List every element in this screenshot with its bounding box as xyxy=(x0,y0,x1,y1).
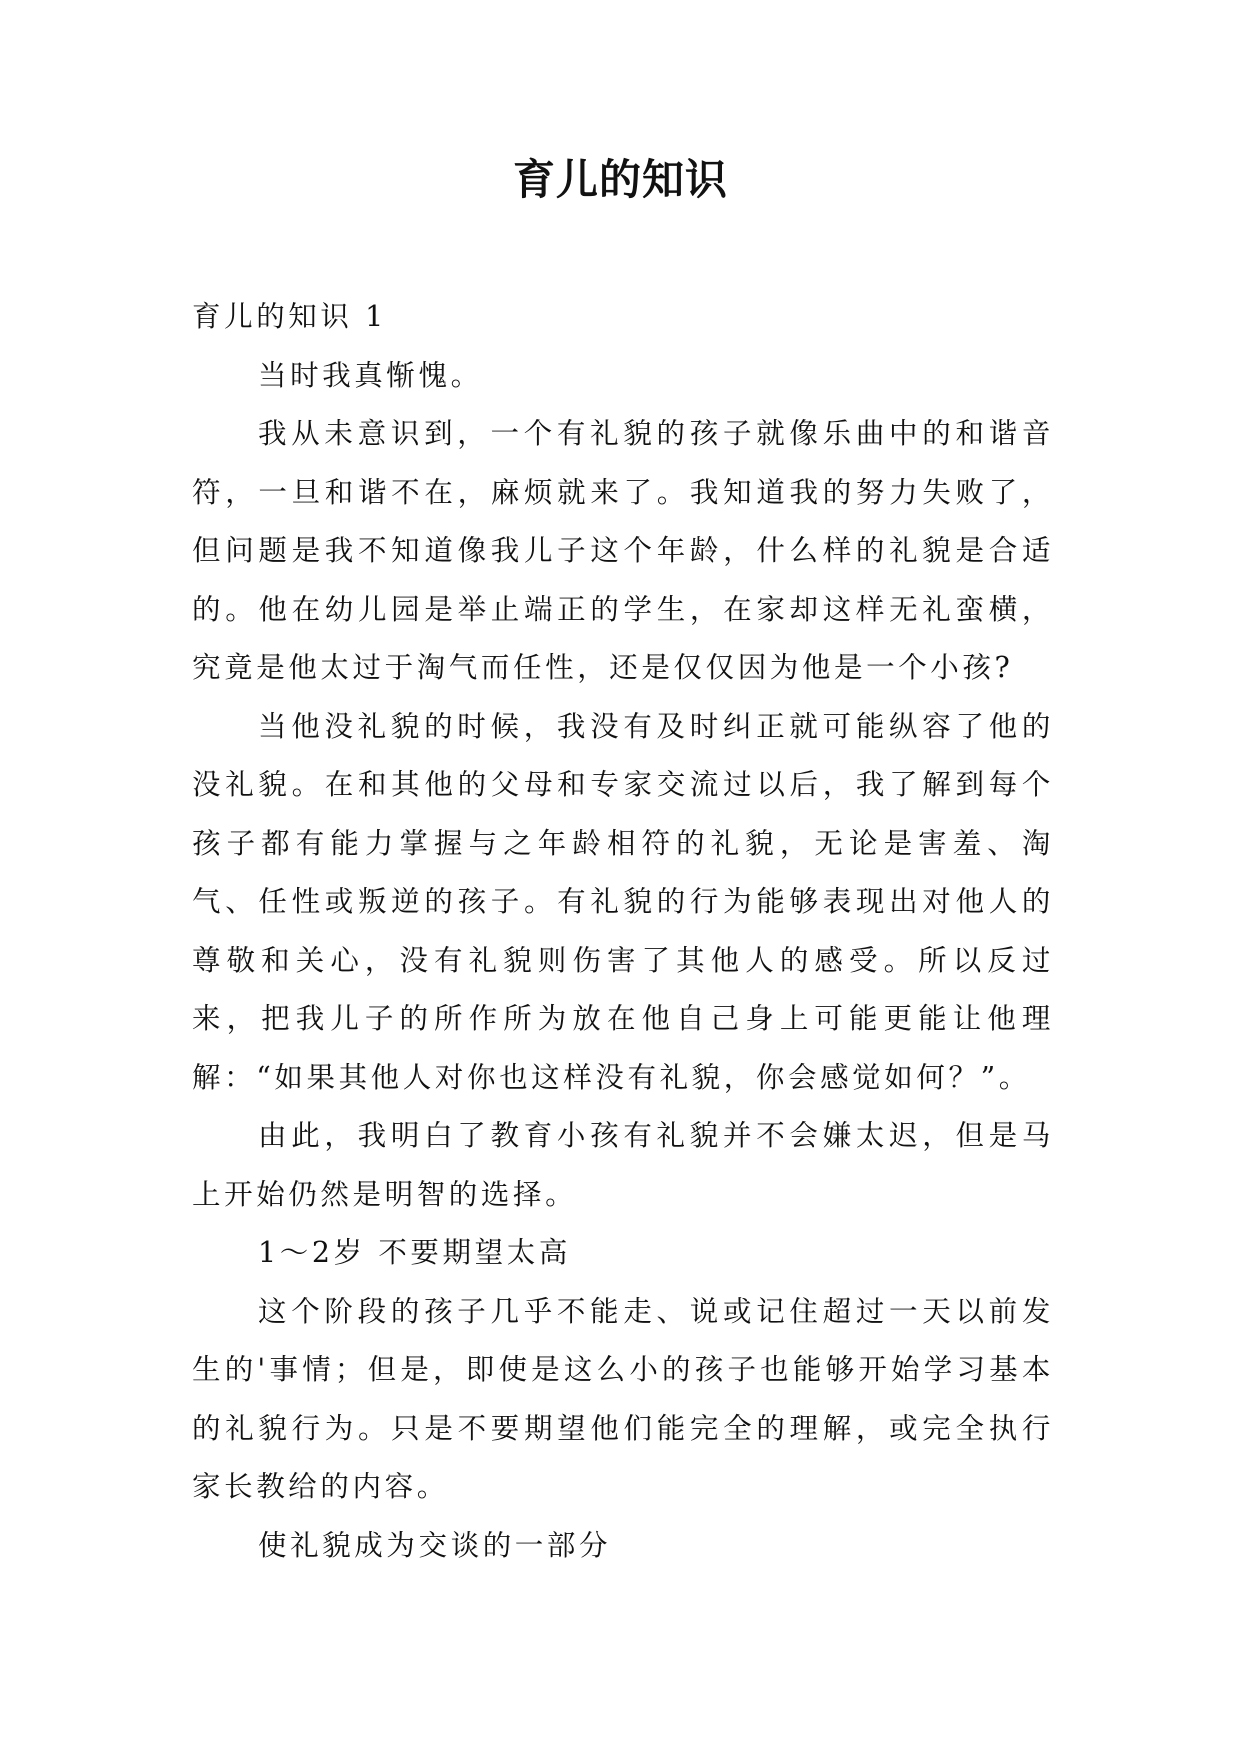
document-body xyxy=(192,288,1054,1575)
section-heading: 育儿的知识 1 xyxy=(192,300,387,333)
subheading-conversation: 使礼貌成为交谈的一部分 xyxy=(258,1528,612,1562)
paragraph-2: 我从未意识到，一个有礼貌的孩子就像乐曲中的和谐音符，一旦和谐不在，麻烦就来了。我知道我的努力失败了，但问题是我不知道像我儿子这个年龄，什么样的礼貌是合适的。他在幼儿园是举止端正的学生，在家却这样无礼蛮横，究竟是他太过于淘气而任性，还是仅仅因为他是一个小孩? xyxy=(192,417,1054,684)
paragraph-4: 由此，我明白了教育小孩有礼貌并不会嫌太迟，但是马上开始仍然是明智的选择。 xyxy=(192,1119,1054,1211)
subheading-age-1-2: 1～2岁 不要期望太高 xyxy=(258,1236,571,1269)
paragraph-3: 当他没礼貌的时候，我没有及时纠正就可能纵容了他的没礼貌。在和其他的父母和专家交流过以后，我了解到每个孩子都有能力掌握与之年龄相符的礼貌，无论是害羞、淘气、任性或叛逆的孩子。有礼貌的行为能够表现出对他人的尊敬和关心，没有礼貌则伤害了其他人的感受。所以反过来，把我儿子的所作所为放在他自己身上可能更能让他理解：“如果其他人对你也这样没有礼貌，你会感觉如何？”。 xyxy=(192,709,1054,1094)
document-title: 育儿的知识 xyxy=(512,155,728,204)
paragraph-1: 当时我真惭愧。 xyxy=(258,358,483,392)
paragraph-5: 这个阶段的孩子几乎不能走、说或记住超过一天以前发生的'事情；但是，即使是这么小的孩子也能够开始学习基本的礼貌行为。只是不要期望他们能完全的理解，或完全执行家长教给的内容。 xyxy=(192,1294,1054,1503)
